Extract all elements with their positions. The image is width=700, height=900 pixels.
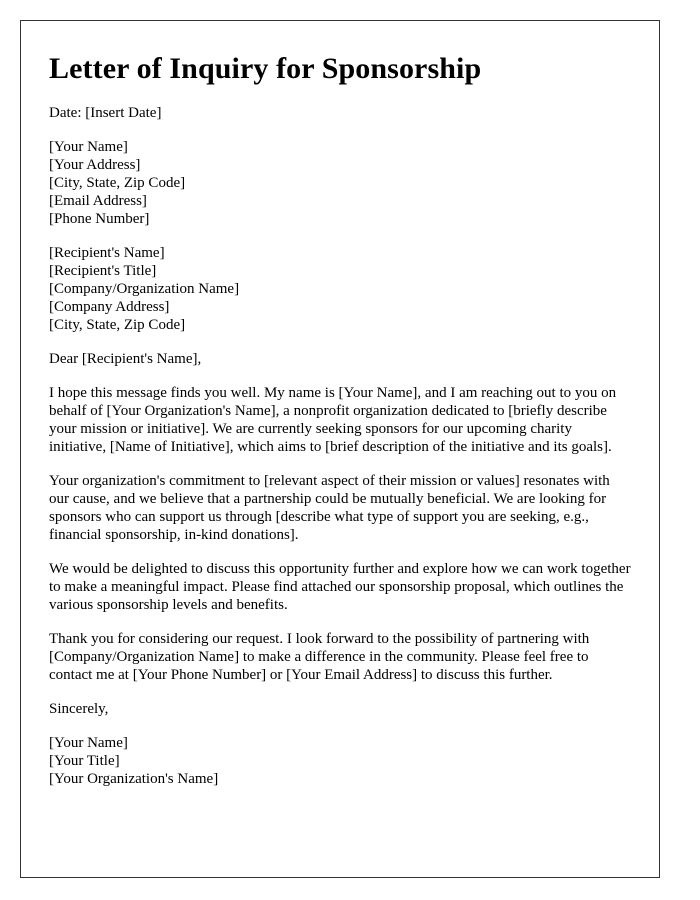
body-paragraph: I hope this message finds you well. My name is [Your Name], and I am reaching out to you on behalf of [Your Organization's Name], a nonprofit organization dedicated to [briefly describe your mission or initiative]. We are currently seeking sponsors for our upcoming charity initiative, [Name of Initiative], which aims to [brief description of the initiative and its goals].	[49, 385, 617, 455]
recipient-city-state-zip: [City, State, Zip Code]	[49, 317, 186, 333]
recipient-address-block	[49, 244, 631, 334]
closing: Sincerely,	[49, 701, 109, 717]
recipient-company-address: [Company Address]	[49, 299, 170, 315]
sender-email: [Email Address]	[49, 193, 147, 209]
body-paragraph: Thank you for considering our request. I look forward to the possibility of partnering with [Company/Organization Name] to make a difference in the community. Please feel free to contact me at [Your Phone Number] or [Your Email Address] to discuss this further.	[49, 631, 590, 683]
signature-organization: [Your Organization's Name]	[49, 771, 219, 787]
sender-phone: [Phone Number]	[49, 211, 150, 227]
recipient-title: [Recipient's Title]	[49, 263, 157, 279]
date-line: Date: [Insert Date]	[49, 105, 162, 121]
letter-page	[20, 20, 660, 878]
signature-name: [Your Name]	[49, 735, 128, 751]
letter-title: Letter of Inquiry for Sponsorship	[49, 52, 482, 85]
salutation: Dear [Recipient's Name],	[49, 351, 202, 367]
recipient-name: [Recipient's Name]	[49, 245, 165, 261]
date-block	[49, 104, 631, 122]
recipient-company: [Company/Organization Name]	[49, 281, 240, 297]
sender-city-state-zip: [City, State, Zip Code]	[49, 175, 186, 191]
sender-name: [Your Name]	[49, 139, 128, 155]
signature-block	[49, 734, 631, 788]
body-paragraph: We would be delighted to discuss this opportunity further and explore how we can work together to make a meaningful impact. Please find attached our sponsorship proposal, which outlines the various sponsorship levels and benefits.	[49, 561, 631, 613]
body-paragraph: Your organization's commitment to [relevant aspect of their mission or values] resonates with our cause, and we believe that a partnership could be mutually beneficial. We are looking for sponsors who can support us through [describe what type of support you are seeking, e.g., financial sponsorship, in-kind donations].	[49, 473, 610, 543]
sender-address: [Your Address]	[49, 157, 141, 173]
signature-title: [Your Title]	[49, 753, 120, 769]
sender-address-block	[49, 138, 631, 228]
